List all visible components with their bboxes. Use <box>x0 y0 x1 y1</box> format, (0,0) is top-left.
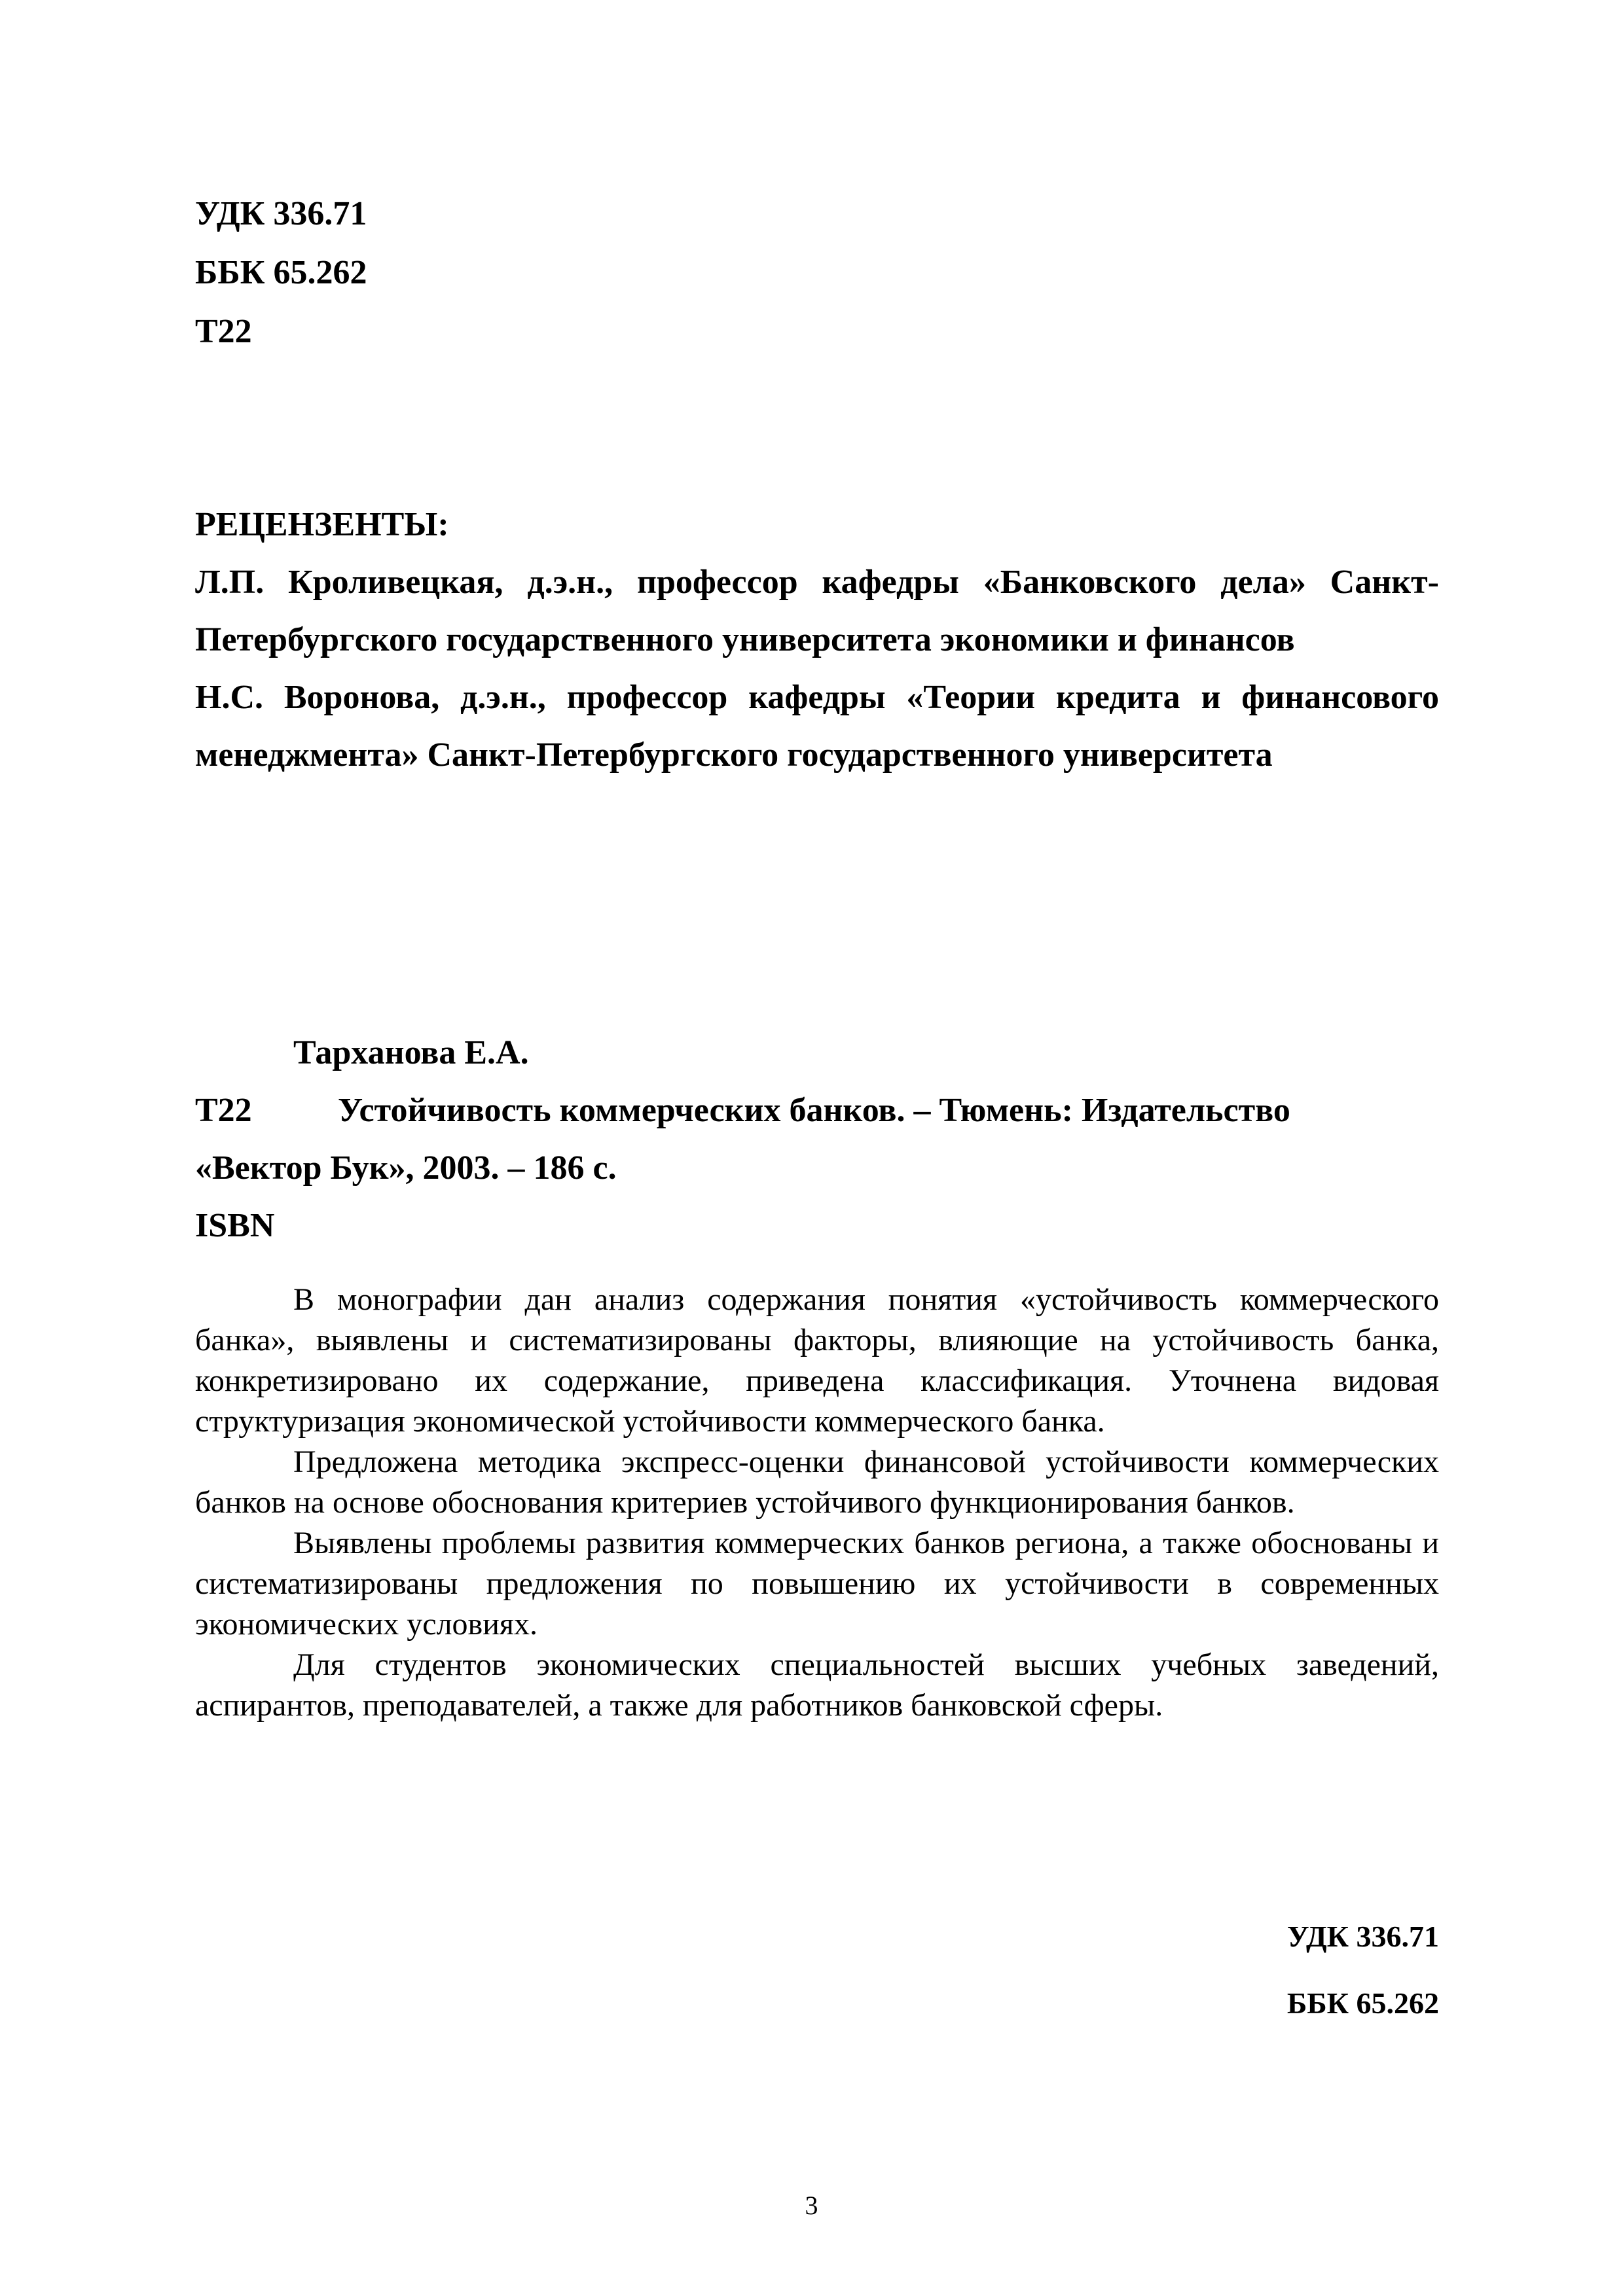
book-author: Тарханова Е.А. <box>293 1034 529 1071</box>
reviewers-heading: РЕЦЕНЗЕНТЫ: <box>195 506 449 543</box>
reviewer-1: Л.П. Кроливецкая, д.э.н., профессор кафедры «Банковского дела» Санкт-Петербургского государственного университета экономики и финансов <box>195 564 1439 658</box>
abstract-paragraph: Предложена методика экспресс-оценки финансовой устойчивости коммерческих банков на основе обоснования критериев устойчивого функционирования банков. <box>195 1444 1439 1520</box>
citation-line-1 <box>195 1082 1439 1139</box>
abstract <box>195 1280 1439 1726</box>
bbk-code: ББК 65.262 <box>195 254 367 291</box>
abstract-paragraph: Выявлены проблемы развития коммерческих банков региона, а также обоснованы и систематизированы предложения по повышению их устойчивости в современных экономических условиях. <box>195 1526 1439 1641</box>
reviewers-section <box>195 496 1439 784</box>
abstract-paragraph: Для студентов экономических специальностей высших учебных заведений, аспирантов, преподавателей, а также для работников банковской сферы. <box>195 1647 1439 1723</box>
bibliographic-citation <box>195 1082 1439 1197</box>
classification-codes-top <box>195 185 1439 361</box>
publisher-info: «Вектор Бук», 2003. – 186 с. <box>195 1149 617 1187</box>
page-number: 3 <box>805 2191 818 2220</box>
footer-bbk-code: ББК 65.262 <box>1286 1986 1439 2020</box>
reviewer-2: Н.С. Воронова, д.э.н., профессор кафедры «Теории кредита и финансового менеджмента» Санкт-Петербургского государственного университета <box>195 679 1439 774</box>
abstract-paragraph: В монографии дан анализ содержания понятия «устойчивость коммерческого банка», выявлены и систематизированы факторы, влияющие на устойчивость банка, конкретизировано их содержание, приведена классификация. Уточнена видовая структуризация экономической устойчивости коммерческого банка. <box>195 1282 1439 1439</box>
author-mark: Т22 <box>195 313 252 350</box>
classification-codes-bottom <box>1287 1903 1439 2037</box>
isbn-label: ISBN <box>195 1207 275 1244</box>
citation-code: Т22 <box>195 1092 252 1129</box>
book-title: Устойчивость коммерческих банков. – Тюмень: Издательство <box>338 1092 1290 1129</box>
udk-code: УДК 336.71 <box>195 195 367 232</box>
footer-udk-code: УДК 336.71 <box>1286 1920 1439 1953</box>
